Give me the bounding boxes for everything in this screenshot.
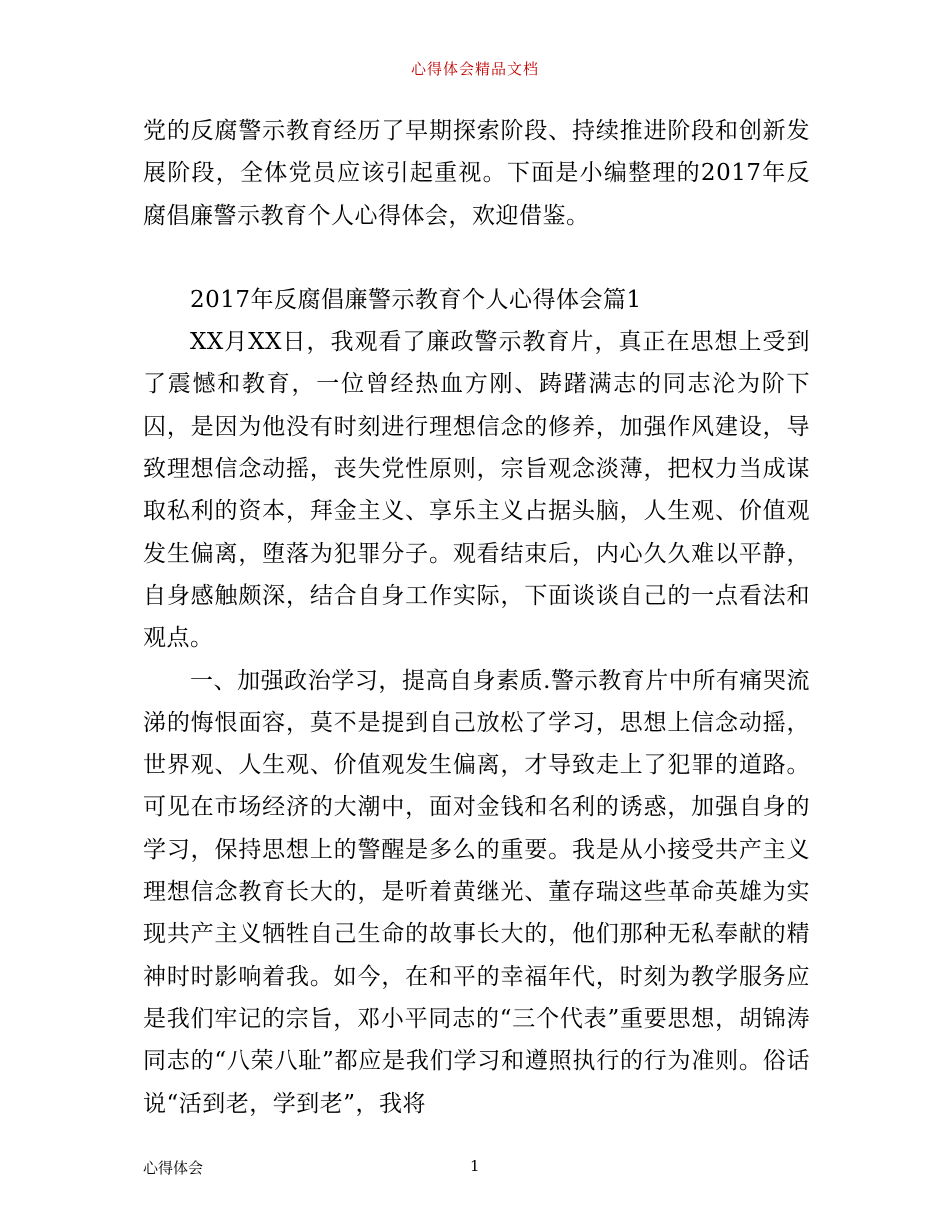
footer-label: 心得体会 xyxy=(143,1159,204,1177)
body-paragraph-1: XX月XX日，我观看了廉政警示教育片，真正在思想上受到了震憾和教育，一位曾经热血方刚、踌躇满志的同志沦为阶下囚，是因为他没有时刻进行理想信念的修养，加强作风建设，导致理想信念动摇，丧失党性原则，宗旨观念淡薄，把权力当成谋取私利的资本，拜金主义、享乐主义占据头脑，人生观、价值观发生偏离，堕落为犯罪分子。观看结束后，内心久久难以平静，自身感触颇深，结合自身工作实际，下面谈谈自己的一点看法和观点。 xyxy=(143,329,810,652)
page-header-title: 心得体会精品文档 xyxy=(410,60,539,78)
footer-page-number: 1 xyxy=(470,1157,480,1175)
section-title: 2017年反腐倡廉警示教育个人心得体会篇1 xyxy=(190,286,642,313)
intro-paragraph: 党的反腐警示教育经历了早期探索阶段、持续推进阶段和创新发展阶段，全体党员应该引起重视。下面是小编整理的2017年反腐倡廉警示教育个人心得体会，欢迎借鉴。 xyxy=(143,118,810,229)
body-paragraph-2: 一、加强政治学习，提高自身素质.警示教育片中所有痛哭流涕的悔恨面容，莫不是提到自己放松了学习，思想上信念动摇，世界观、人生观、价值观发生偏离，才导致走上了犯罪的道路。可见在市场经济的大潮中，面对金钱和名利的诱惑，加强自身的学习，保持思想上的警醒是多么的重要。我是从小接受共产主义理想信念教育长大的，是听着黄继光、董存瑞这些革命英雄为实现共产主义牺牲自己生命的故事长大的，他们那种无私奉献的精神时时影响着我。如今，在和平的幸福年代，时刻为教学服务应是我们牢记的宗旨，邓小平同志的“三个代表”重要思想，胡锦涛同志的“八荣八耻”都应是我们学习和遵照执行的行为准则。俗话说“活到老，学到老”，我将 xyxy=(143,667,810,1117)
document-body xyxy=(143,110,810,1125)
